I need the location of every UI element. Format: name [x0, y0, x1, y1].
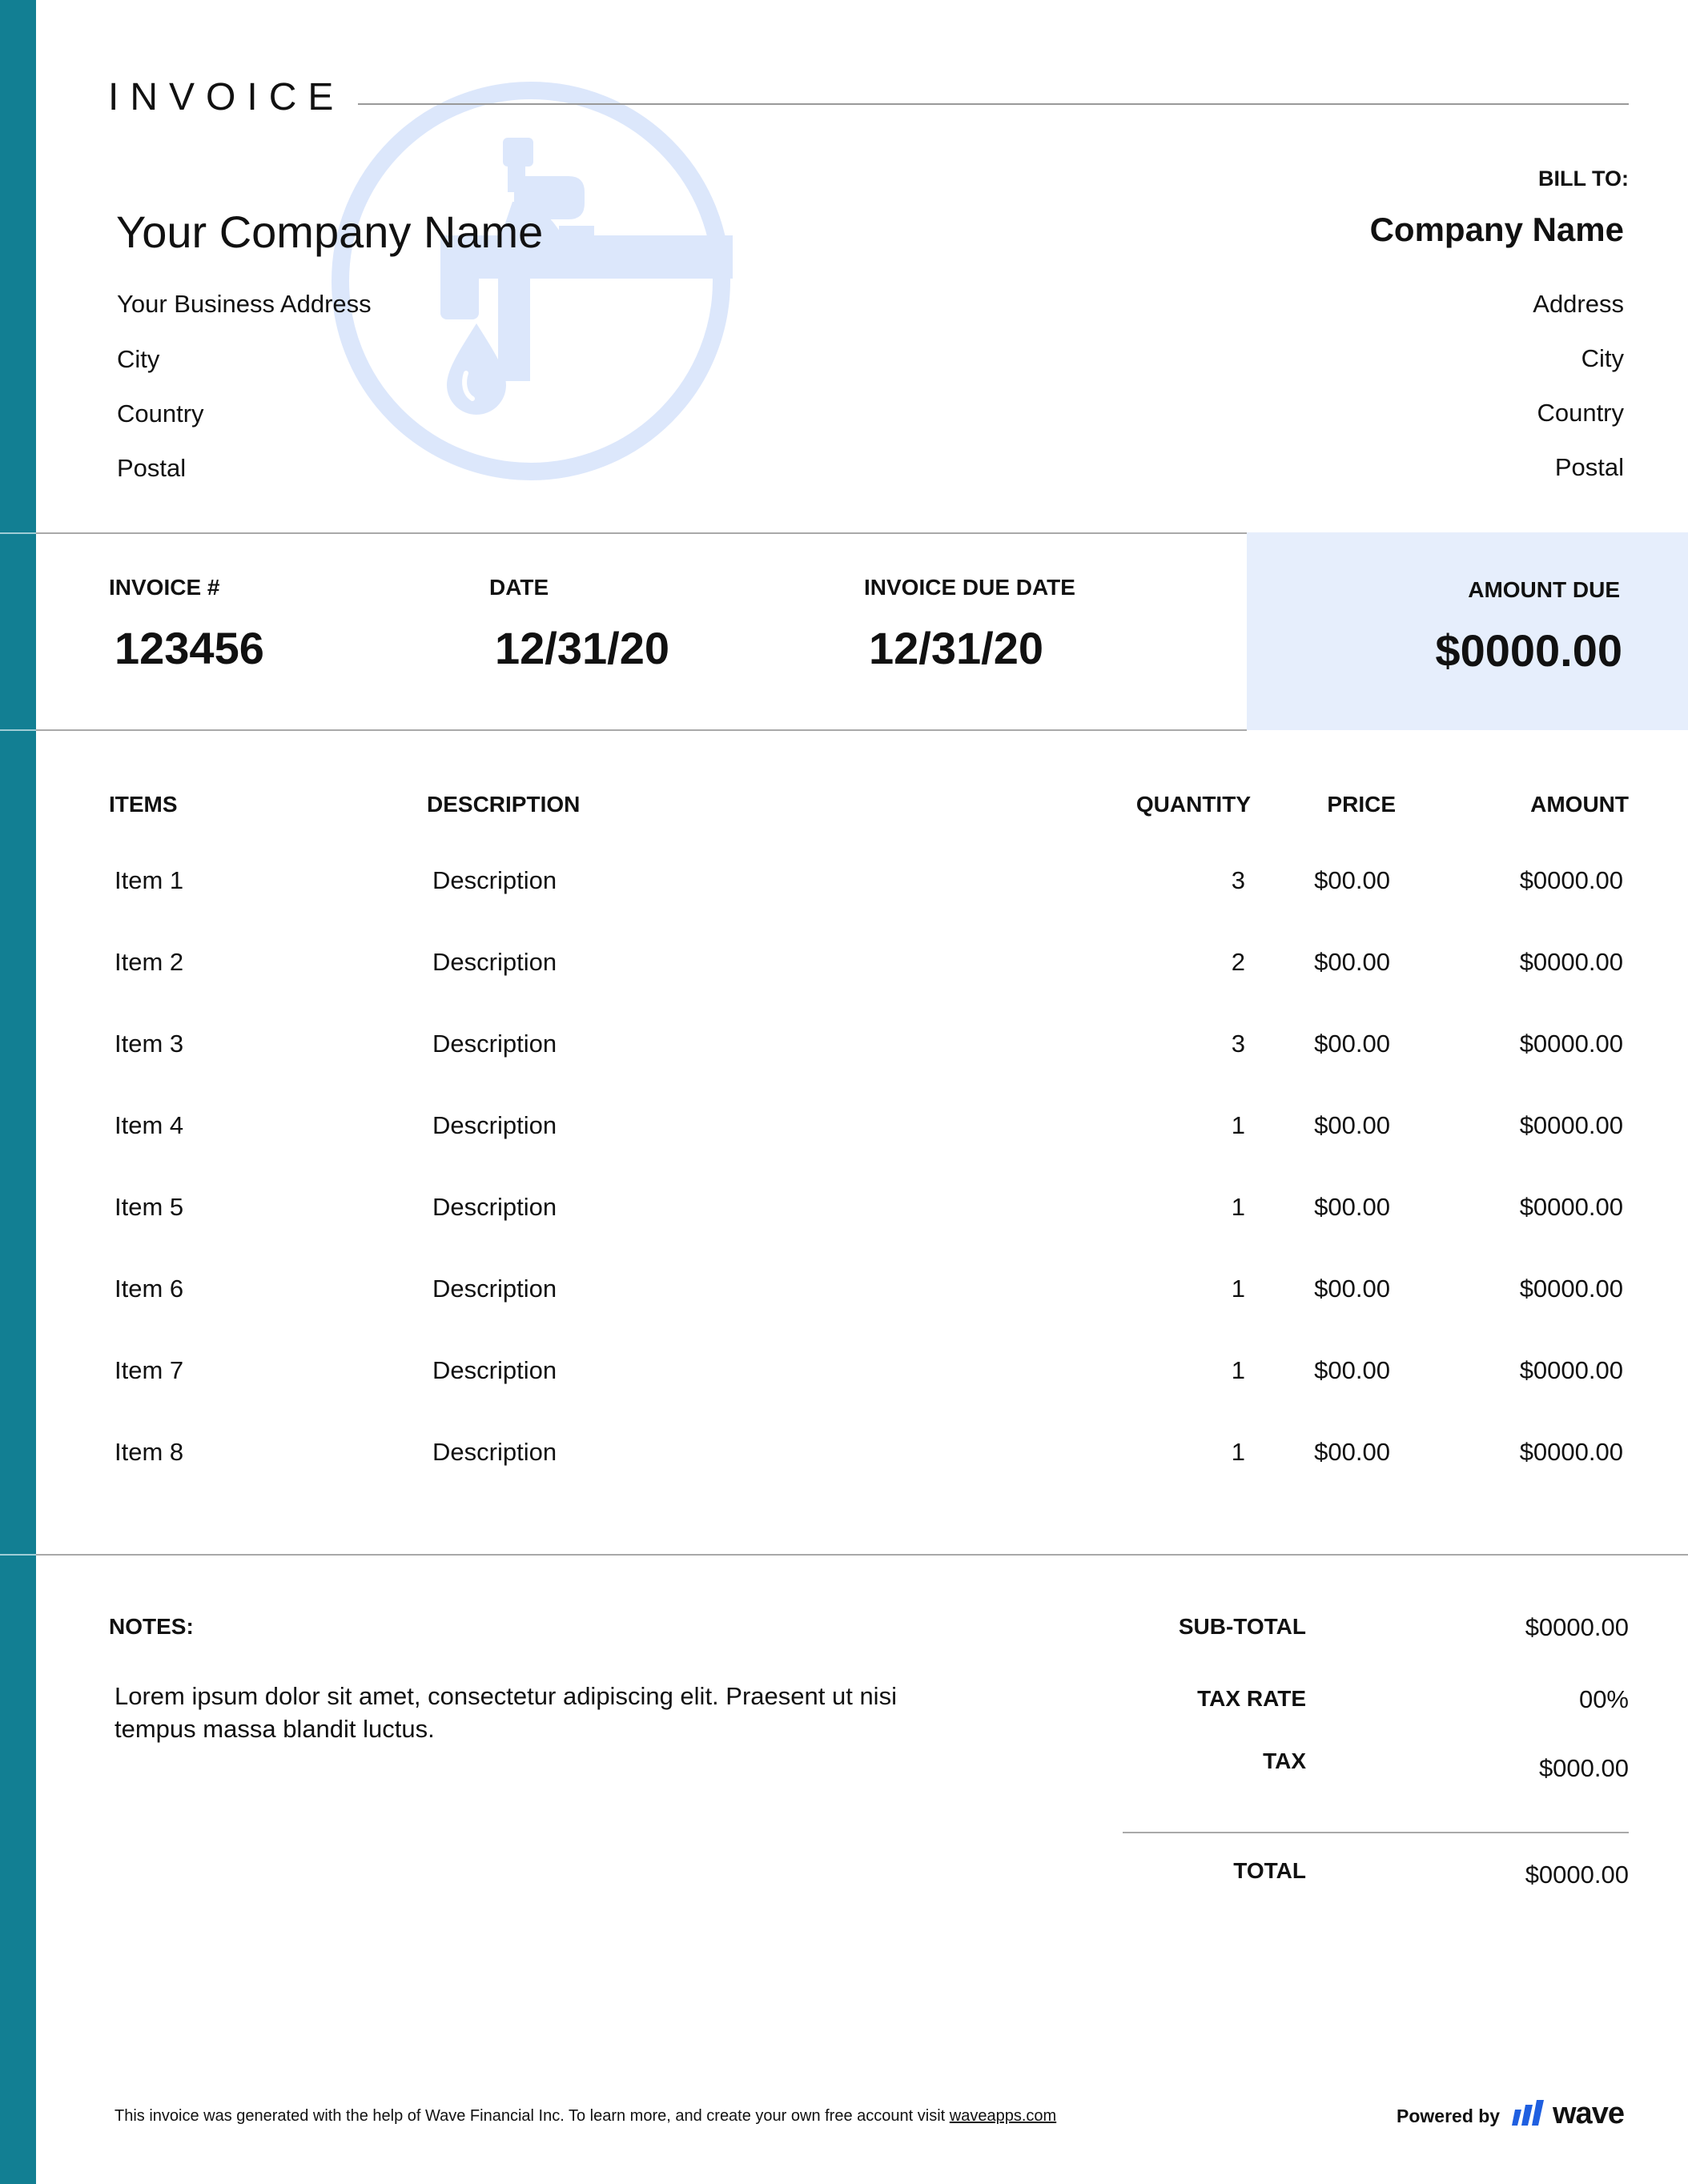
sidebar-accent [0, 0, 36, 2184]
bill-to-label: BILL TO: [1538, 167, 1629, 191]
invoice-date: 12/31/20 [495, 623, 669, 673]
row-quantity: 1 [1231, 1438, 1245, 1466]
row-amount: $0000.00 [1519, 1111, 1623, 1139]
column-header-items: ITEMS [109, 792, 178, 817]
sidebar-notch [0, 532, 36, 534]
footer-note [115, 2108, 1056, 2124]
divider [36, 1554, 1688, 1556]
divider [36, 729, 1247, 731]
bill-to-company-name: Company Name [1369, 211, 1624, 248]
tax-rate-label: TAX RATE [1197, 1686, 1306, 1711]
from-company-name: Your Company Name [116, 207, 544, 257]
due-date-label: INVOICE DUE DATE [864, 575, 1075, 600]
column-header-price: PRICE [1327, 792, 1396, 817]
total-label: TOTAL [1233, 1858, 1306, 1883]
row-description: Description [432, 1193, 557, 1221]
column-header-description: DESCRIPTION [427, 792, 581, 817]
row-description: Description [432, 1030, 557, 1058]
row-quantity: 1 [1231, 1193, 1245, 1221]
bill-to-country: Country [1537, 399, 1624, 427]
from-address: Your Business Address [117, 290, 372, 318]
row-amount: $0000.00 [1519, 1030, 1623, 1058]
amount-due-label: AMOUNT DUE [1468, 577, 1620, 602]
row-description: Description [432, 1275, 557, 1303]
row-item: Item 8 [115, 1438, 184, 1466]
row-description: Description [432, 1356, 557, 1384]
row-price: $00.00 [1314, 1111, 1390, 1139]
due-date: 12/31/20 [869, 623, 1043, 673]
amount-due-value: $0000.00 [1435, 625, 1622, 676]
row-item: Item 2 [115, 948, 184, 976]
row-price: $00.00 [1314, 1275, 1390, 1303]
from-country: Country [117, 399, 204, 428]
tax-label: TAX [1263, 1748, 1306, 1773]
tax-rate-value: 00% [1578, 1685, 1629, 1713]
row-quantity: 1 [1231, 1356, 1245, 1384]
powered-by-label: Powered by [1397, 2106, 1501, 2126]
wave-logo-icon [1512, 2098, 1547, 2130]
total-value: $0000.00 [1525, 1861, 1629, 1889]
row-item: Item 4 [115, 1111, 184, 1139]
footer-text: This invoice was generated with the help of Wave Financial Inc. To learn more, and create your own free account visit [115, 2107, 950, 2125]
row-price: $00.00 [1314, 948, 1390, 976]
row-quantity: 3 [1231, 866, 1245, 894]
row-amount: $0000.00 [1519, 1275, 1623, 1303]
from-city: City [117, 345, 160, 373]
subtotal-value: $0000.00 [1525, 1613, 1629, 1641]
row-item: Item 7 [115, 1356, 184, 1384]
tax-value: $000.00 [1538, 1754, 1629, 1782]
row-quantity: 1 [1231, 1275, 1245, 1303]
row-price: $00.00 [1314, 1193, 1390, 1221]
row-quantity: 1 [1231, 1111, 1245, 1139]
row-amount: $0000.00 [1519, 866, 1623, 894]
invoice-number: 123456 [115, 623, 264, 673]
sidebar-notch [0, 729, 36, 731]
date-label: DATE [489, 575, 549, 600]
faucet-drop-icon [328, 77, 733, 485]
bill-to-city: City [1581, 344, 1624, 372]
row-price: $00.00 [1314, 866, 1390, 894]
sidebar-notch [0, 1554, 36, 1556]
row-amount: $0000.00 [1519, 1356, 1623, 1384]
row-description: Description [432, 948, 557, 976]
notes-text: Lorem ipsum dolor sit amet, consectetur adipiscing elit. Praesent ut nisi tempus massa blandit luctus. [115, 1682, 897, 1743]
row-description: Description [432, 1438, 557, 1466]
row-item: Item 6 [115, 1275, 184, 1303]
total-divider [1123, 1832, 1629, 1833]
row-amount: $0000.00 [1519, 1438, 1623, 1466]
row-item: Item 3 [115, 1030, 184, 1058]
row-quantity: 2 [1231, 948, 1245, 976]
column-header-quantity: QUANTITY [1135, 792, 1251, 817]
bill-to-address: Address [1533, 290, 1624, 318]
row-description: Description [432, 1111, 557, 1139]
column-header-amount: AMOUNT [1530, 792, 1629, 817]
invoice-title: INVOICE [108, 76, 345, 118]
from-postal: Postal [117, 454, 187, 482]
subtotal-label: SUB-TOTAL [1178, 1614, 1306, 1639]
row-amount: $0000.00 [1519, 948, 1623, 976]
row-quantity: 3 [1231, 1030, 1245, 1058]
row-item: Item 1 [115, 866, 184, 894]
divider [36, 532, 1247, 534]
bill-to-postal: Postal [1554, 453, 1624, 481]
title-rule [358, 103, 1629, 105]
row-price: $00.00 [1314, 1356, 1390, 1384]
notes-label: NOTES: [109, 1614, 194, 1639]
row-description: Description [432, 866, 557, 894]
row-item: Item 5 [115, 1193, 184, 1221]
row-amount: $0000.00 [1519, 1193, 1623, 1221]
row-price: $00.00 [1314, 1030, 1390, 1058]
wave-brand-name: wave [1553, 2097, 1624, 2130]
row-price: $00.00 [1314, 1438, 1390, 1466]
invoice-number-label: INVOICE # [109, 575, 220, 600]
waveapps-link[interactable]: waveapps.com [949, 2107, 1057, 2125]
